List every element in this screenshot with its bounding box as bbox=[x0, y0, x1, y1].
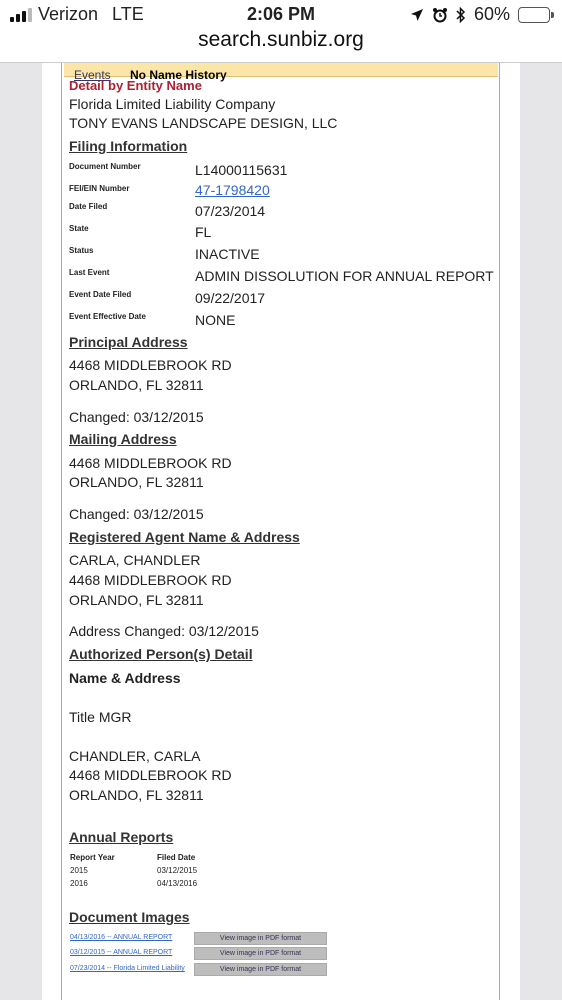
agent-address-changed: Address Changed: 03/12/2015 bbox=[69, 623, 259, 639]
document-link[interactable]: 03/12/2015 -- ANNUAL REPORT bbox=[70, 949, 173, 956]
col-report-year: Report Year bbox=[70, 853, 115, 862]
date-filed: 07/23/2014 bbox=[195, 203, 266, 219]
tab-bar bbox=[64, 63, 498, 82]
document-row bbox=[70, 947, 327, 960]
left-gutter bbox=[0, 63, 42, 1000]
battery-percent: 60% bbox=[473, 4, 510, 24]
document-images-heading: Document Images bbox=[69, 909, 190, 925]
annual-reports-heading: Annual Reports bbox=[69, 829, 174, 845]
person-line1: 4468 MIDDLEBROOK RD bbox=[69, 767, 232, 783]
view-pdf-button[interactable]: View image in PDF format bbox=[194, 963, 327, 976]
network-type: LTE bbox=[112, 4, 144, 24]
principal-address-heading: Principal Address bbox=[69, 334, 188, 350]
tab-events[interactable]: Events bbox=[74, 68, 111, 82]
document-link[interactable]: 07/23/2014 -- Florida Limited Liability bbox=[70, 965, 185, 972]
field-label: Status bbox=[69, 246, 94, 255]
field-label: FEI/EIN Number bbox=[69, 184, 130, 193]
carrier-name: Verizon bbox=[38, 4, 99, 24]
document-link[interactable]: 04/13/2016 -- ANNUAL REPORT bbox=[70, 934, 173, 941]
filing-info-heading: Filing Information bbox=[69, 138, 188, 154]
status-value: INACTIVE bbox=[195, 246, 260, 262]
report-year: 2015 bbox=[70, 866, 88, 875]
field-label: Document Number bbox=[69, 162, 141, 171]
mailing-address-heading: Mailing Address bbox=[69, 431, 177, 447]
location-arrow-icon bbox=[410, 8, 424, 22]
bluetooth-icon bbox=[456, 7, 466, 23]
agent-name: CARLA, CHANDLER bbox=[69, 552, 201, 568]
name-address-subheading: Name & Address bbox=[69, 670, 181, 686]
fei-ein-link[interactable]: 47-1798420 bbox=[195, 182, 270, 198]
agent-line1: 4468 MIDDLEBROOK RD bbox=[69, 572, 232, 588]
last-event-value: ADMIN DISSOLUTION FOR ANNUAL REPORT bbox=[195, 268, 494, 284]
principal-line2: ORLANDO, FL 32811 bbox=[69, 377, 204, 393]
person-title: Title MGR bbox=[69, 709, 132, 725]
person-line2: ORLANDO, FL 32811 bbox=[69, 787, 204, 803]
authorized-persons-heading: Authorized Person(s) Detail bbox=[69, 646, 253, 662]
address-bar[interactable]: search.sunbiz.org bbox=[198, 28, 364, 51]
field-label: Event Date Filed bbox=[69, 290, 132, 299]
field-label: Last Event bbox=[69, 268, 110, 277]
view-pdf-button[interactable]: View image in PDF format bbox=[194, 947, 327, 960]
registered-agent-heading: Registered Agent Name & Address bbox=[69, 529, 300, 545]
field-label: Event Effective Date bbox=[69, 312, 146, 321]
entity-type: Florida Limited Liability Company bbox=[69, 96, 276, 112]
state-value: FL bbox=[195, 224, 212, 240]
alarm-icon bbox=[432, 7, 448, 23]
battery-icon bbox=[518, 7, 550, 23]
principal-changed: Changed: 03/12/2015 bbox=[69, 409, 204, 425]
principal-line1: 4468 MIDDLEBROOK RD bbox=[69, 357, 232, 373]
clock: 2:06 PM bbox=[246, 4, 316, 24]
entity-name: TONY EVANS LANDSCAPE DESIGN, LLC bbox=[69, 115, 338, 131]
right-gutter bbox=[520, 63, 562, 1000]
field-label: State bbox=[69, 224, 89, 233]
event-effective-date-value: NONE bbox=[195, 312, 236, 328]
filed-date: 04/13/2016 bbox=[157, 879, 198, 888]
filed-date: 03/12/2015 bbox=[157, 866, 198, 875]
view-pdf-button[interactable]: View image in PDF format bbox=[194, 932, 327, 945]
document-number: L14000115631 bbox=[195, 162, 288, 178]
status-bar bbox=[0, 0, 562, 30]
page-title: Detail by Entity Name bbox=[69, 78, 202, 93]
report-year: 2016 bbox=[70, 879, 88, 888]
document-row bbox=[70, 932, 327, 945]
tab-name-history: No Name History bbox=[130, 68, 227, 82]
mailing-line2: ORLANDO, FL 32811 bbox=[69, 474, 204, 490]
person-name: CHANDLER, CARLA bbox=[69, 748, 201, 764]
mailing-line1: 4468 MIDDLEBROOK RD bbox=[69, 455, 232, 471]
col-filed-date: Filed Date bbox=[157, 853, 196, 862]
event-date-filed-value: 09/22/2017 bbox=[195, 290, 266, 306]
agent-line2: ORLANDO, FL 32811 bbox=[69, 592, 204, 608]
document-row bbox=[70, 963, 327, 976]
field-label: Date Filed bbox=[69, 202, 108, 211]
status-icons bbox=[410, 4, 550, 25]
mailing-changed: Changed: 03/12/2015 bbox=[69, 506, 204, 522]
